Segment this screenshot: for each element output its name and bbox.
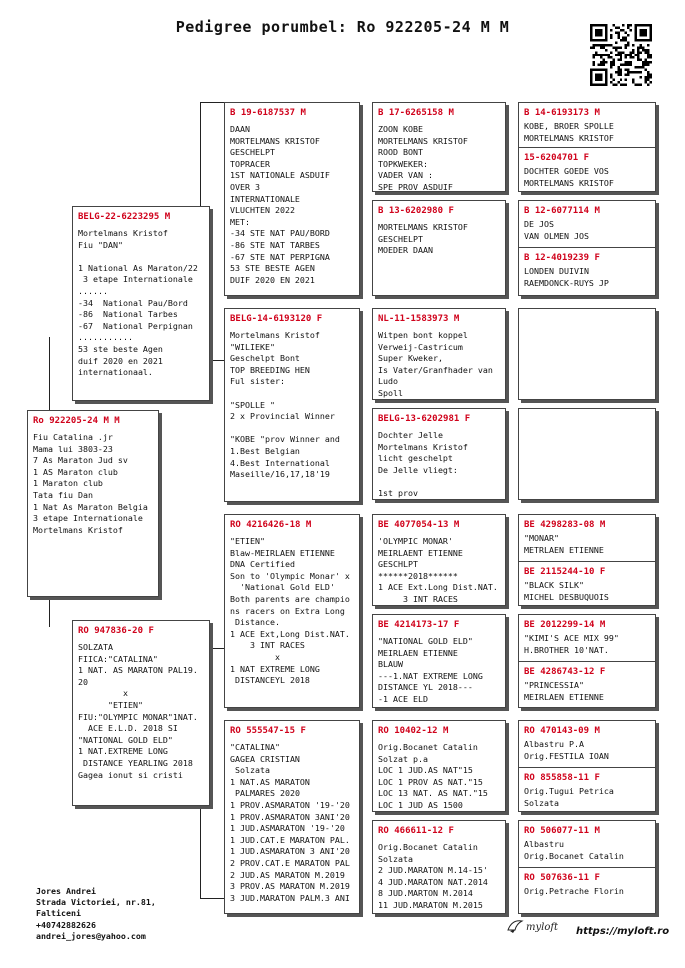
- pigeon-id: B 12-4019239 F: [524, 253, 600, 263]
- pigeon-text: KOBE, BROER SPOLLE MORTELMANS KRISTOF: [524, 121, 614, 143]
- subject-id: Ro 922205-24 M M: [33, 416, 120, 426]
- pigeon-id: NL-11-1583973 M: [378, 314, 460, 324]
- pigeon-id: BELG-14-6193120 F: [230, 314, 323, 324]
- pigeon-text: DOCHTER GOEDE VOS MORTELMANS KRISTOF: [524, 166, 614, 188]
- pigeon-id: RO 506077-11 M: [524, 826, 600, 836]
- sire-box[interactable]: [72, 206, 210, 401]
- great-grandparent-box-ddd[interactable]: [372, 820, 506, 914]
- pigeon-id: RO 10402-12 M: [378, 726, 449, 736]
- pigeon-text: "MONAR" METRLAEN ETIENNE: [524, 533, 604, 555]
- gen5-box-4[interactable]: [518, 514, 656, 606]
- great-grandparent-box-dsd[interactable]: [372, 614, 506, 708]
- pigeon-text: Dochter Jelle Mortelmans Kristof licht geschelpt De Jelle vliegt: 1st prov: [378, 430, 468, 498]
- pigeon-text: MORTELMANS KRISTOF GESCHELPT MOEDER DAAN: [378, 222, 468, 256]
- pigeon-text: 'OLYMPIC MONAR' MEIRLAENT ETIENNE GESCHLPT ******2018****** 1 ACE Ext.Long Dist.NAT. 3 INT RACES: [378, 536, 498, 604]
- pigeon-text: Orig.Bocanet Catalin Solzata 2 JUD.MARATON M.14-15' 4 JUD.MARATON NAT.2014 8 JUD.MARTON M.2014 11 JUD.MARATON M.2015: [378, 842, 488, 910]
- qr-code-icon: [590, 24, 652, 86]
- gen5-box-2-empty[interactable]: [518, 308, 656, 400]
- sire-id: BELG-22-6223295 M: [78, 212, 171, 222]
- pigeon-id: RO 466611-12 F: [378, 826, 454, 836]
- pigeon-id: RO 555547-15 F: [230, 726, 306, 736]
- great-grandparent-box-dss[interactable]: [372, 514, 506, 606]
- gen5-box-0[interactable]: [518, 102, 656, 192]
- grandparent-box-dd[interactable]: [224, 720, 360, 914]
- subject-box[interactable]: [27, 410, 159, 597]
- pigeon-text: Albastru P.A Orig.FESTILA IOAN: [524, 739, 609, 761]
- pigeon-id: RO 507636-11 F: [524, 873, 600, 883]
- connector-line: [200, 102, 224, 103]
- gen5-box-3-empty[interactable]: [518, 408, 656, 500]
- great-grandparent-box-sds[interactable]: [372, 308, 506, 400]
- pigeon-id: BE 4286743-12 F: [524, 667, 606, 677]
- owner-contact: Jores Andrei Strada Victoriei, nr.81, Falticeni +40742882626 andrei_jores@yahoo.com: [36, 886, 156, 941]
- pigeon-id: BELG-13-6202981 F: [378, 414, 471, 424]
- subject-text: Fiu Catalina .jr Mama lui 3803-23 7 As Maraton Jud sv 1 AS Maraton club 1 Maraton club Tata fiu Dan 1 Nat As Maraton Belgia 3 etape Internationale Mortelmans Kristof: [33, 432, 148, 535]
- pigeon-text: ZOON KOBE MORTELMANS KRISTOF ROOD BONT TOPKWEKER: VADER VAN : SPE PROV ASDUIF: [378, 124, 468, 192]
- pigeon-text: "ETIEN" Blaw-MEIRLAEN ETIENNE DNA Certified Son to 'Olympic Monar' x 'National Gold ELD' Both parents are champio ns racers on Extra Long Distance. 1 ACE Ext,Long Dist.NAT. 3 INT RACES x 1 NAT EXTREME LONG DISTANCEYL 2018: [230, 536, 350, 686]
- pigeon-text: LONDEN DUIVIN RAEMDONCK-RUYS JP: [524, 266, 609, 288]
- gen5-box-1[interactable]: [518, 200, 656, 296]
- pigeon-id: BE 2115244-10 F: [524, 567, 606, 577]
- pigeon-text: Orig.Tugui Petrica Solzata: [524, 786, 614, 808]
- pigeon-id: BE 4214173-17 F: [378, 620, 460, 630]
- great-grandparent-box-dds[interactable]: [372, 720, 506, 812]
- pigeon-id: 15-6204701 F: [524, 153, 590, 163]
- pigeon-text: Orig.Bocanet Catalin Solzat p.a LOC 1 JUD.AS NAT"15 LOC 1 PROV AS NAT."15 LOC 13 NAT. AS NAT."15 LOC 1 JUD AS 1500: [378, 742, 488, 810]
- pigeon-text: DAAN MORTELMANS KRISTOF GESCHELPT TOPRACER 1ST NATIONALE ASDUIF OVER 3 INTERNATIONALE VLUCHTEN 2022 MET: -34 STE NAT PAU/BORD -86 STE NAT TARBES -67 STE NAT PERPIGNA 53 STE BESTE AGEN DUIF 2020 EN 2021: [230, 124, 330, 285]
- pigeon-id: B 14-6193173 M: [524, 108, 600, 118]
- connector-line: [49, 337, 50, 410]
- grandparent-box-sd[interactable]: [224, 308, 360, 502]
- connector-line: [49, 597, 50, 627]
- pigeon-logo-icon: [506, 918, 524, 934]
- page-title: Pedigree porumbel: Ro 922205-24 M M: [175, 18, 510, 36]
- pigeon-id: RO 470143-09 M: [524, 726, 600, 736]
- brand-url[interactable]: https://myloft.ro: [576, 926, 670, 937]
- dam-box[interactable]: [72, 620, 210, 806]
- pigeon-id: RO 855858-11 F: [524, 773, 600, 783]
- gen5-box-5[interactable]: [518, 614, 656, 708]
- gen5-box-6[interactable]: [518, 720, 656, 812]
- great-grandparent-box-sss[interactable]: [372, 102, 506, 192]
- pigeon-id: B 12-6077114 M: [524, 206, 600, 216]
- pigeon-text: Mortelmans Kristof "WILIEKE" Geschelpt Bont TOP BREEDING HEN Ful sister: "SPOLLE " 2 x Provincial Winner "KOBE "prov Winner and 1.Best Belgian 4.Best International Maseille/16,17,18'19: [230, 330, 340, 480]
- pigeon-id: RO 4216426-18 M: [230, 520, 312, 530]
- sire-text: Mortelmans Kristof Fiu "DAN" 1 National As Maraton/22 3 etape Internationale ...... -34 National Pau/Bord -86 National Tarbes -67 National Perpignan ........... 53 ste beste Agen duif 2020 en 2021 internationaal.: [78, 228, 198, 378]
- pigeon-id: B 17-6265158 M: [378, 108, 454, 118]
- pigeon-text: "KIMI'S ACE MIX 99" H.BROTHER 10'NAT.: [524, 633, 619, 655]
- gen5-box-7[interactable]: [518, 820, 656, 914]
- grandparent-box-ds[interactable]: [224, 514, 360, 708]
- pigeon-text: DE JOS VAN OLMEN JOS: [524, 219, 589, 241]
- connector-line: [200, 898, 224, 899]
- pigeon-id: BE 4298283-08 M: [524, 520, 606, 530]
- dam-text: SOLZATA FIICA:"CATALINA" 1 NAT. AS MARATON PAL19. 20 x "ETIEN" FIU:"OLYMPIC MONAR"1NAT. ACE E.L.D. 2018 SI "NATIONAL GOLD ELD" 1 NAT.EXTREME LONG DISTANCE YEARLING 2018 Gagea ionut si cristi: [78, 642, 198, 780]
- pigeon-text: Orig.Petrache Florin: [524, 886, 624, 896]
- great-grandparent-box-ssd[interactable]: [372, 200, 506, 296]
- pigeon-id: BE 2012299-14 M: [524, 620, 606, 630]
- pigeon-text: "BLACK SILK" MICHEL DESBUQUOIS: [524, 580, 609, 602]
- dam-id: RO 947836-20 F: [78, 626, 154, 636]
- brand-logo: myloft: [526, 922, 559, 933]
- great-grandparent-box-sdd[interactable]: [372, 408, 506, 500]
- pigeon-text: "CATALINA" GAGEA CRISTIAN Solzata 1 NAT.AS MARATON PALMARES 2020 1 PROV.ASMARATON '19-'20 1 PROV.ASMARATON 3ANI'20 1 JUD.ASMARATON '19-'20 1 JUD.CAT.E MARATON PAL. 1 JUD.ASMARATON 3 ANI'20 2 PROV.CAT.E MARATON PAL 2 JUD.AS MARATON M.2019 3 PROV.AS MARATON M.2019 3 JUD.MARATON PALM.3 ANI: [230, 742, 350, 903]
- grandparent-box-ss[interactable]: [224, 102, 360, 296]
- pigeon-id: B 13-6202980 F: [378, 206, 454, 216]
- pigeon-text: "NATIONAL GOLD ELD" MEIRLAEN ETIENNE BLAUW ---1.NAT EXTREME LONG DISTANCE YL 2018--- -1 ACE ELD: [378, 636, 483, 704]
- pigeon-text: Albastru Orig.Bocanet Catalin: [524, 839, 624, 861]
- pigeon-id: BE 4077054-13 M: [378, 520, 460, 530]
- pigeon-text: "PRINCESSIA" MEIRLAEN ETIENNE: [524, 680, 604, 702]
- pigeon-text: Witpen bont koppel Verweij-Castricum Super Kweker, Is Vater/Granfhader van Ludo Spoll: [378, 330, 493, 398]
- pigeon-id: B 19-6187537 M: [230, 108, 306, 118]
